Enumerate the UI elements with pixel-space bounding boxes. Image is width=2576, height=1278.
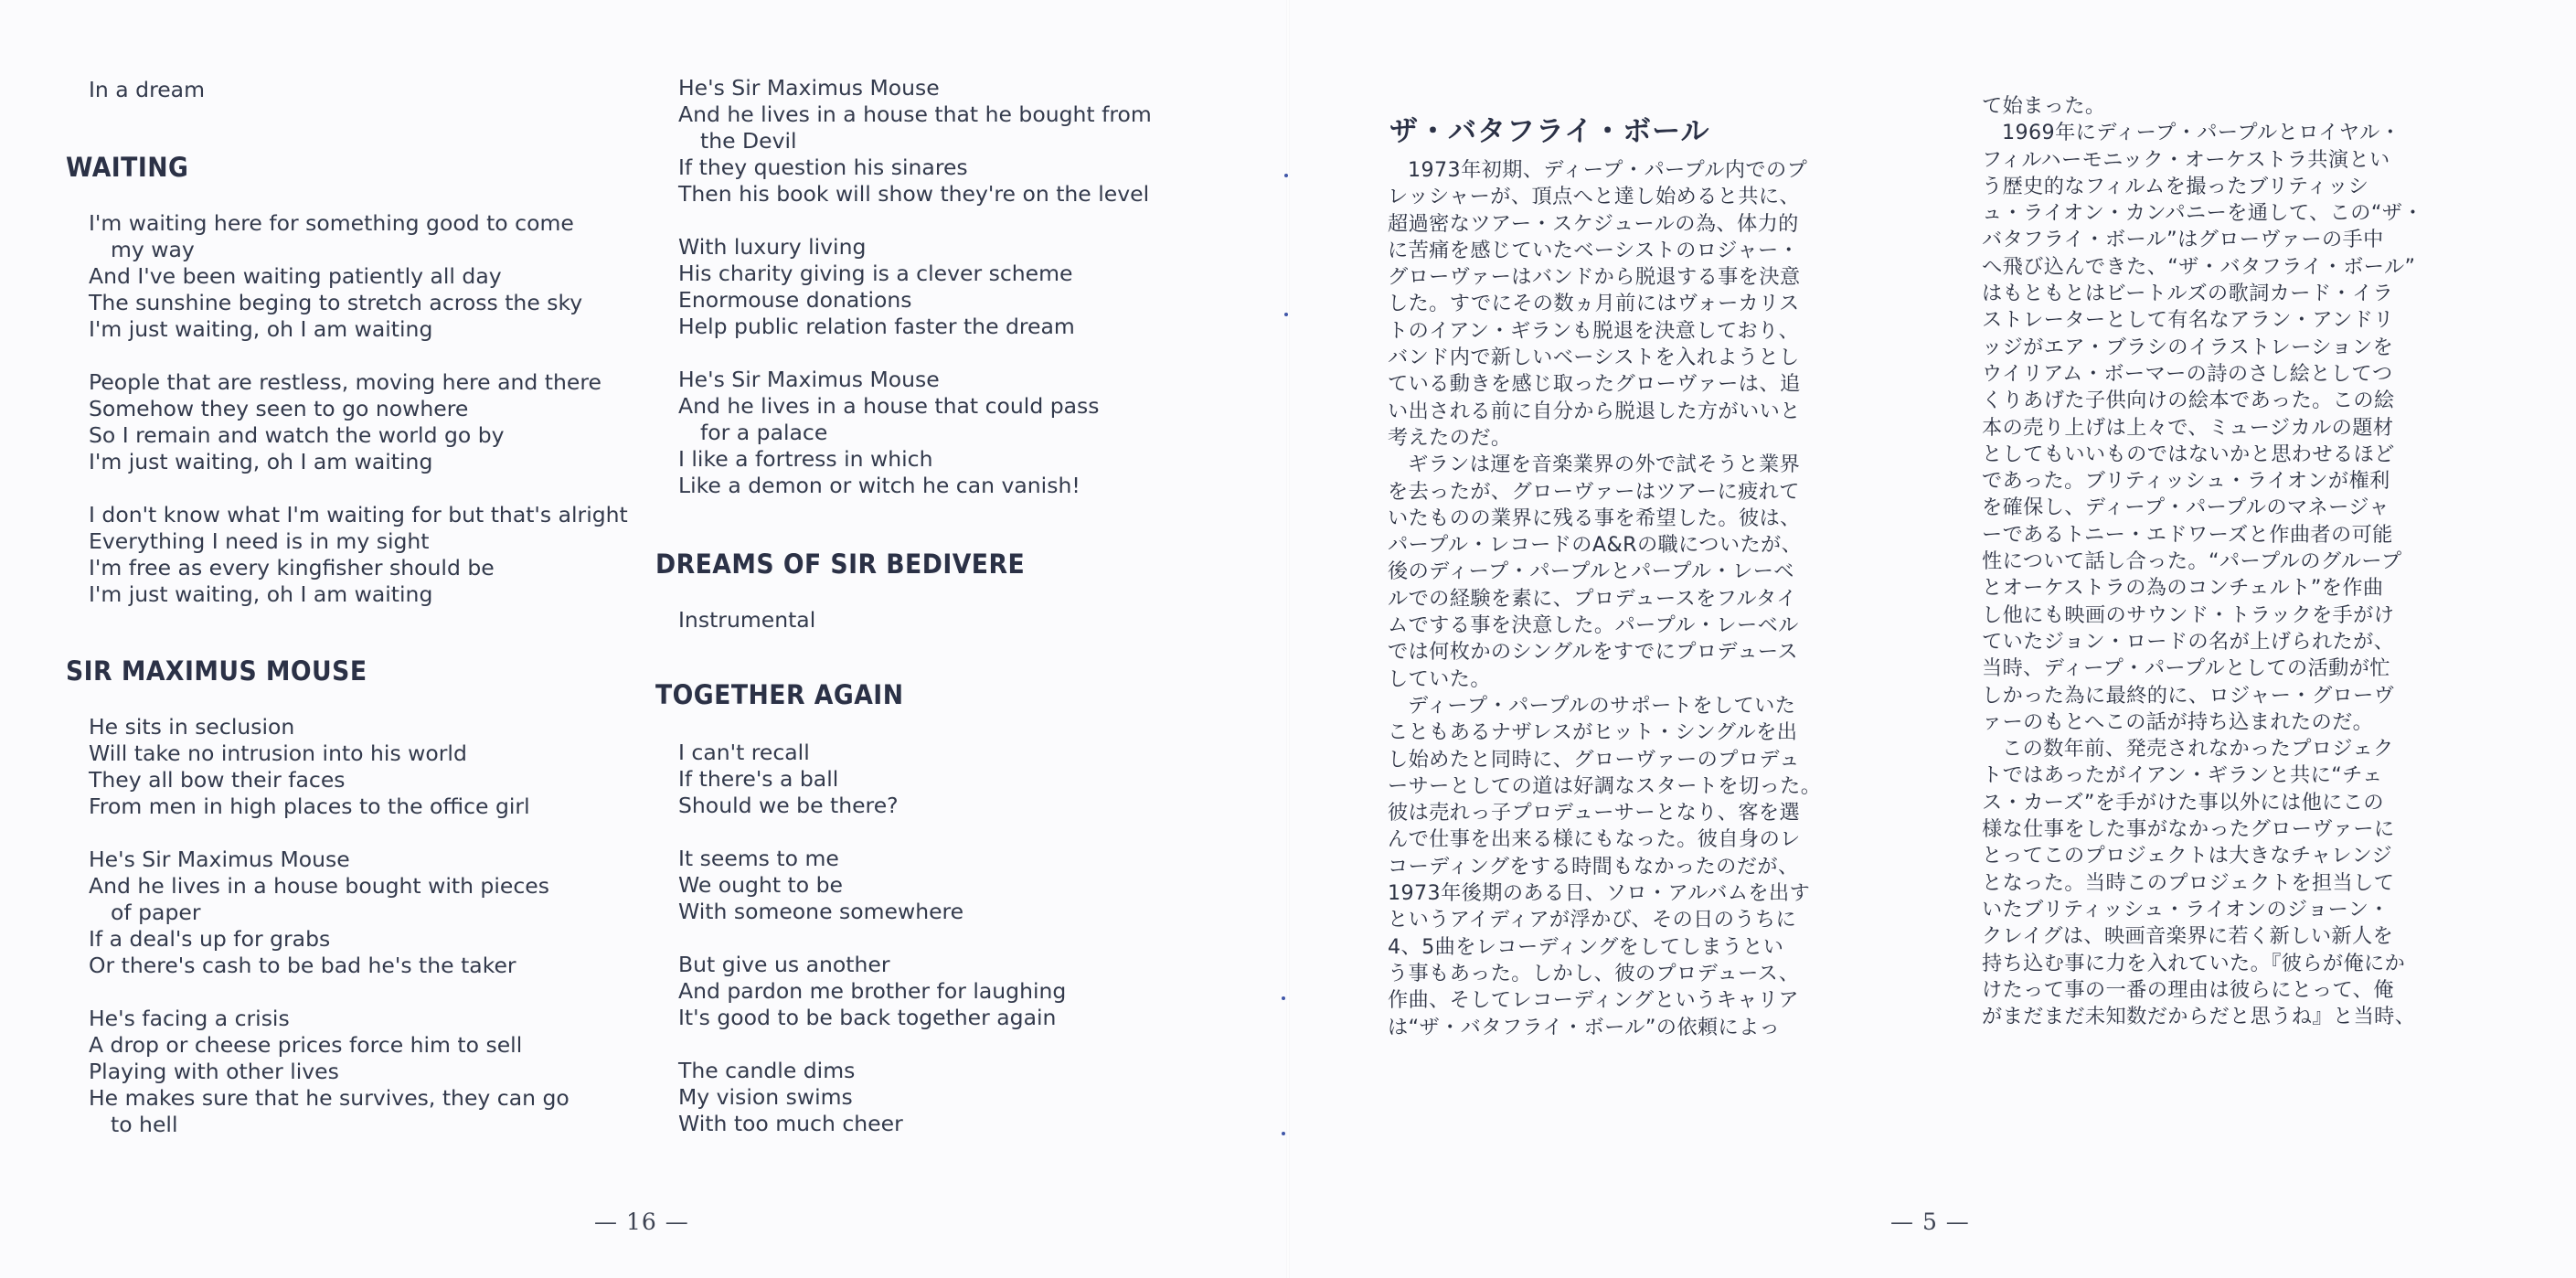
article-line: であった。ブリティッシュ・ライオンが権利 (1982, 469, 2390, 494)
lyric-line: Then his book will show they're on the level (678, 181, 1150, 207)
lyric-line: He sits in seclusion (89, 714, 295, 740)
lyric-line: of paper (111, 900, 201, 925)
page-number-left: — 16 — (594, 1209, 689, 1235)
article-line: バンド内で新しいベーシストを入れようとし (1388, 346, 1800, 370)
article-line: ッジがエア・ブラシのイラストレーションを (1982, 335, 2394, 359)
article-line: 持ち込む事に力を入れていた。『彼らが俺にか (1982, 951, 2406, 975)
article-line: 本の売り上げは上々で、ミュージカルの題材 (1982, 415, 2394, 440)
lyric-line: The sunshine beging to stretch across the sky (89, 290, 583, 315)
lyric-line: I'm just waiting, oh I am waiting (89, 449, 433, 474)
article-line: というアイディアが浮かび、その日のうちに (1388, 908, 1797, 932)
lyric-line: Instrumental (678, 607, 816, 633)
lyric-line: He's Sir Maximus Mouse (678, 367, 940, 392)
article-line: 性について話し合った。“パープルのグループ (1982, 549, 2402, 574)
lyric-line: And he lives in a house that he bought from (678, 101, 1152, 127)
lyric-line: I'm free as every kingfisher should be (89, 555, 495, 580)
lyric-line: Somehow they seen to go nowhere (89, 396, 469, 421)
article-line: がまだまだ未知数だからだと思うね』と当時、 (1982, 1005, 2416, 1029)
lyric-line: He's facing a crisis (89, 1006, 290, 1031)
article-line: した。すでにその数ヵ月前にはヴォーカリス (1388, 292, 1800, 316)
article-line: ーであるトニー・エドワーズと作曲者の可能 (1982, 522, 2393, 547)
article-title: ザ・バタフライ・ボール (1389, 115, 1710, 148)
article-line: トのイアン・ギランも脱退を決意しており、 (1388, 318, 1800, 343)
article-column-1 (1388, 157, 1900, 1041)
article-line: いたブリティッシュ・ライオンのジョーン・ (1982, 897, 2390, 921)
left-column-1 (89, 77, 655, 103)
lyrics-waiting (89, 210, 655, 608)
song-title-sir-maximus-mouse: SIR MAXIMUS MOUSE (66, 655, 367, 687)
article-line: 当時、ディープ・パープルとしての活動が忙 (1982, 656, 2390, 681)
lyric-line: With too much cheer (678, 1111, 903, 1136)
article-line: トではあったがイアン・ギランと共に“チェ (1982, 763, 2383, 788)
lyric-line: I'm waiting here for something good to come (89, 210, 574, 236)
article-line: バタフライ・ボール”はグローヴァーの手中 (1982, 228, 2384, 252)
article-line: ディープ・パープルのサポートをしていた (1408, 693, 1796, 718)
article-line: 1973年後期のある日、ソロ・アルバムを出す (1388, 881, 1811, 906)
print-speck (1282, 1132, 1285, 1135)
lyric-line: If they question his sinares (678, 154, 968, 180)
article-line: に苦痛を感じていたベーシストのロジャー・ (1388, 238, 1800, 262)
article-line: とってこのプロジェクトは大きなチャレンジ (1982, 844, 2393, 868)
article-line: 作曲、そしてレコーディングというキャリア (1388, 988, 1799, 1013)
lyric-line: Help public relation faster the dream (678, 314, 1075, 339)
lyric-line: I like a fortress in which (678, 446, 933, 472)
article-line: い出される前に自分から脱退した方がいいと (1388, 399, 1801, 423)
lyric-line: He makes sure that he survives, they can go (89, 1085, 569, 1111)
lyric-line: He's Sir Maximus Mouse (678, 75, 940, 101)
article-line: ていたジョン・ロードの名が上げられたが、 (1982, 629, 2395, 654)
lyric-line: Like a demon or witch he can vanish! (678, 473, 1080, 498)
lyric-line: the Devil (700, 128, 797, 154)
lyric-line: I'm just waiting, oh I am waiting (89, 316, 433, 342)
intro-line: In a dream (89, 77, 205, 102)
article-line: ギランは運を音楽業界の外で試そうと業界 (1408, 453, 1801, 477)
article-line: していた。 (1388, 666, 1491, 691)
article-line: しかった為に最終的に、ロジャー・グローヴ (1982, 683, 2395, 708)
article-line: けたって事の一番の理由は彼らにとって、俺 (1982, 977, 2394, 1002)
lyric-line: Everything I need is in my sight (89, 528, 430, 554)
article-line: 超過密なツアー・スケジュールの為、体力的 (1388, 211, 1799, 236)
article-line: 後のディープ・パープルとパープル・レーベ (1388, 559, 1794, 584)
article-line: ウイリアム・ボーマーの詩のさし絵としてつ (1982, 361, 2393, 386)
article-line: では何枚かのシングルをすでにプロデュース (1388, 640, 1798, 665)
article-line: こともあるナザレスがヒット・シングルを出 (1388, 720, 1798, 745)
lyric-line: The candle dims (678, 1058, 856, 1083)
lyrics-dreams-of-sir-bedivere (678, 607, 1245, 634)
article-line: くりあげた子供向けの絵本であった。この絵 (1982, 389, 2395, 413)
lyric-line: I'm just waiting, oh I am waiting (89, 581, 433, 607)
article-line: パープル・レコードのA&Rの職についたが、 (1388, 533, 1803, 558)
lyric-line: And he lives in a house that could pass (678, 393, 1100, 419)
lyric-line: If a deal's up for grabs (89, 926, 331, 952)
article-line: ーサーとしての道は好調なスタートを切った。 (1388, 773, 1822, 798)
article-line: し他にも映画のサウンド・トラックを手がけ (1982, 602, 2395, 627)
article-line: んで仕事を出来る様にもなった。彼自身のレ (1388, 827, 1801, 852)
article-line: ストレーターとして有名なアラン・アンドリ (1982, 308, 2394, 333)
article-line: フィルハーモニック・オーケストラ共演とい (1982, 147, 2390, 172)
article-line: う事もあった。しかし、彼のプロデュース、 (1388, 961, 1800, 985)
lyric-line: We ought to be (678, 872, 843, 898)
article-line: レッシャーが、頂点へと達し始めると共に、 (1388, 185, 1801, 209)
lyric-line: He's Sir Maximus Mouse (89, 847, 350, 872)
article-line: 彼は売れっ子プロデューサーとなり、客を選 (1388, 801, 1801, 825)
article-line: となった。当時このプロジェクトを担当して (1982, 870, 2395, 895)
article-line: グローヴァーはバンドから脱退する事を決意 (1388, 265, 1801, 290)
lyric-line: And I've been waiting patiently all day (89, 263, 502, 289)
print-speck (1284, 174, 1288, 177)
lyric-line: Or there's cash to be bad he's the taker (89, 953, 516, 978)
article-line: はもともとはビートルズの歌詞カード・イラ (1982, 282, 2394, 306)
article-line: ルでの経験を素に、プロデュースをフルタイ (1388, 586, 1797, 611)
lyric-line: to hell (111, 1112, 178, 1137)
lyrics-sir-maximus-mouse-cont (678, 75, 1245, 499)
lyrics-sir-maximus-mouse (89, 714, 655, 1138)
lyric-line: From men in high places to the office girl (89, 793, 530, 819)
article-line: この数年前、発売されなかったプロジェク (2002, 737, 2394, 761)
article-line: 様な仕事をした事がなかったグローヴァーに (1982, 817, 2395, 842)
article-line: う歴史的なフィルムを撮ったブリティッシ (1982, 174, 2369, 198)
article-line: クレイグは、映画音楽界に若く新しい新人を (1982, 924, 2394, 949)
lyric-line: If there's a ball (678, 766, 839, 792)
lyric-line: Will take no intrusion into his world (89, 740, 467, 766)
lyric-line: A drop or cheese prices force him to sell (89, 1032, 523, 1058)
print-speck (1282, 996, 1285, 1000)
article-line: とオーケストラの為のコンチェルト”を作曲 (1982, 576, 2384, 601)
lyric-line: Should we be there? (678, 793, 899, 818)
lyric-line: for a palace (700, 420, 828, 445)
lyric-line: And he lives in a house bought with pieces (89, 873, 549, 899)
song-title-waiting: WAITING (66, 152, 189, 183)
article-line: 1973年初期、ディープ・パープル内でのプ (1408, 158, 1808, 182)
lyric-line: So I remain and watch the world go by (89, 422, 505, 448)
lyric-line: It's good to be back together again (678, 1005, 1057, 1030)
article-line: ュ・ライオン・カンパニーを通して、この“ザ・ (1982, 201, 2423, 226)
page-number-right: — 5 — (1890, 1209, 1970, 1235)
print-speck (1284, 313, 1288, 316)
lyric-line: I can't recall (678, 740, 810, 765)
article-line: ァーのもとへこの話が持ち込まれたのだ。 (1982, 709, 2374, 734)
article-line: は“ザ・バタフライ・ボール”の依頼によっ (1388, 1015, 1781, 1039)
article-line: を去ったが、グローヴァーはツアーに疲れて (1388, 479, 1800, 504)
page-fold (1286, 0, 1290, 1278)
article-line: ている動きを感じ取ったグローヴァーは、追 (1388, 372, 1801, 397)
article-line: コーディングをする時間もなかったのだが、 (1388, 854, 1799, 879)
lyric-line: Playing with other lives (89, 1059, 339, 1084)
lyric-line: It seems to me (678, 846, 839, 871)
article-line: し始めたと同時に、グローヴァーのプロデュ (1388, 747, 1800, 772)
article-column-2 (1982, 93, 2494, 1030)
lyric-line: But give us another (678, 952, 890, 977)
article-line: 4、5曲をレコーディングをしてしまうとい (1388, 934, 1784, 959)
lyrics-together-again (678, 740, 1245, 1137)
lyric-line: my way (111, 237, 195, 262)
article-line: を確保し、ディープ・パープルのマネージャ (1982, 495, 2390, 520)
article-line: ムでする事を決意した。パープル・レーベル (1388, 613, 1799, 638)
article-line: 考えたのだ。 (1388, 425, 1512, 450)
lyric-line: I don't know what I'm waiting for but that's alright (89, 502, 628, 527)
lyric-line: With luxury living (678, 234, 867, 260)
article-line: ス・カーズ”を手がけた事以外には他にこの (1982, 790, 2384, 815)
lyric-line: And pardon me brother for laughing (678, 978, 1067, 1004)
article-line: としてもいいものではないかと思わせるほど (1982, 442, 2395, 466)
lyric-line: Enormouse donations (678, 287, 912, 313)
lyric-line: They all bow their faces (89, 767, 346, 793)
article-line: いたものの業界に残る事を希望した。彼は、 (1388, 506, 1801, 530)
lyric-line: My vision swims (678, 1084, 853, 1110)
lyric-line: His charity giving is a clever scheme (678, 261, 1073, 286)
article-line: へ飛び込んできた、“ザ・バタフライ・ボール” (1982, 254, 2416, 279)
lyric-line: People that are restless, moving here and there (89, 369, 601, 395)
article-line: 1969年にディープ・パープルとロイヤル・ (2002, 121, 2401, 145)
song-title-dreams-of-sir-bedivere: DREAMS OF SIR BEDIVERE (655, 548, 1026, 580)
article-line: て始まった。 (1982, 94, 2106, 118)
song-title-together-again: TOGETHER AGAIN (655, 679, 904, 710)
lyric-line: With someone somewhere (678, 899, 964, 924)
